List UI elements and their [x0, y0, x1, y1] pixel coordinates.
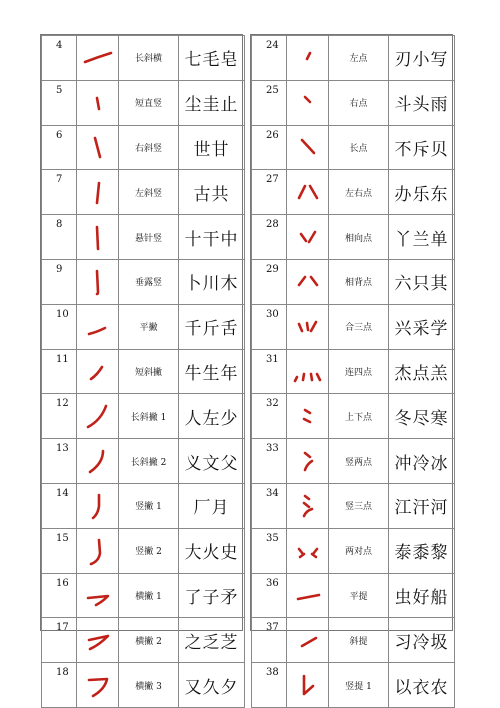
- paired-dots-icon: [291, 536, 325, 566]
- row-number: 6: [42, 125, 77, 170]
- row-number: 17: [42, 618, 77, 663]
- example-characters: 了子矛: [179, 573, 245, 618]
- example-characters: 杰点羔: [389, 349, 455, 394]
- example-characters: 义文父: [179, 439, 245, 484]
- row-number: 12: [42, 394, 77, 439]
- table-row: [42, 394, 245, 439]
- stroke-name: 横撇 2: [119, 618, 179, 663]
- stroke-name: 横撇 3: [119, 663, 179, 708]
- stroke-name: 垂露竖: [119, 259, 179, 304]
- row-number: 9: [42, 259, 77, 304]
- table-row: [42, 36, 245, 81]
- row-number: 33: [252, 439, 287, 484]
- long-slant-left-falling-stroke-2-icon: [81, 446, 115, 476]
- stroke-name: 连四点: [329, 349, 389, 394]
- dew-drop-vertical-stroke-icon: [81, 267, 115, 297]
- short-slant-left-falling-stroke-icon: [81, 356, 115, 386]
- stroke-glyph-cell: [77, 80, 119, 125]
- example-characters: 尘圭止: [179, 80, 245, 125]
- stroke-name: 悬针竖: [119, 215, 179, 260]
- example-characters: 丫兰单: [389, 215, 455, 260]
- example-characters: 七毛皂: [179, 36, 245, 81]
- stroke-name: 右点: [329, 80, 389, 125]
- row-number: 16: [42, 573, 77, 618]
- row-number: 4: [42, 36, 77, 81]
- example-characters: 斗头雨: [389, 80, 455, 125]
- stroke-glyph-cell: [77, 483, 119, 528]
- row-number: 31: [252, 349, 287, 394]
- stroke-glyph-cell: [287, 215, 329, 260]
- right-table: [250, 34, 453, 698]
- row-number: 14: [42, 483, 77, 528]
- stroke-name: 竖撇 1: [119, 483, 179, 528]
- table-row: [42, 663, 245, 708]
- row-number: 11: [42, 349, 77, 394]
- four-connected-dots-icon: [291, 356, 325, 386]
- stroke-glyph-cell: [77, 170, 119, 215]
- table-row: [252, 439, 455, 484]
- row-number: 8: [42, 215, 77, 260]
- row-number: 10: [42, 304, 77, 349]
- row-number: 15: [42, 528, 77, 573]
- stroke-glyph-cell: [77, 394, 119, 439]
- row-number: 13: [42, 439, 77, 484]
- row-number: 7: [42, 170, 77, 215]
- table-row: [252, 125, 455, 170]
- stroke-glyph-cell: [77, 349, 119, 394]
- stroke-name: 短直竖: [119, 80, 179, 125]
- stroke-name: 左右点: [329, 170, 389, 215]
- right-dot-stroke-icon: [291, 88, 325, 118]
- table-row: [42, 618, 245, 663]
- row-number: 28: [252, 215, 287, 260]
- stroke-glyph-cell: [77, 528, 119, 573]
- stroke-name: 左点: [329, 36, 389, 81]
- example-characters: 以衣农: [389, 663, 455, 708]
- stroke-name: 平撇: [119, 304, 179, 349]
- table-row: [42, 170, 245, 215]
- example-characters: 又久夕: [179, 663, 245, 708]
- left-slant-vertical-stroke-icon: [81, 177, 115, 207]
- stroke-glyph-cell: [287, 170, 329, 215]
- stroke-name: 长斜撇 2: [119, 439, 179, 484]
- long-slant-left-falling-stroke-1-icon: [81, 401, 115, 431]
- stroke-glyph-cell: [287, 259, 329, 304]
- table-row: [252, 170, 455, 215]
- right-stroke-table: [251, 35, 455, 708]
- example-characters: 卜川木: [179, 259, 245, 304]
- table-row: [252, 36, 455, 81]
- example-characters: 六只其: [389, 259, 455, 304]
- stroke-glyph-cell: [287, 528, 329, 573]
- stroke-glyph-cell: [287, 36, 329, 81]
- stroke-glyph-cell: [287, 394, 329, 439]
- stroke-glyph-cell: [287, 618, 329, 663]
- stroke-name: 竖三点: [329, 483, 389, 528]
- stroke-name: 相背点: [329, 259, 389, 304]
- table-row: [252, 304, 455, 349]
- stroke-name: 竖两点: [329, 439, 389, 484]
- stroke-glyph-cell: [77, 618, 119, 663]
- row-number: 37: [252, 618, 287, 663]
- table-row: [42, 259, 245, 304]
- example-characters: 人左少: [179, 394, 245, 439]
- table-row: [252, 259, 455, 304]
- left-right-dots-icon: [291, 177, 325, 207]
- stroke-name: 竖撇 2: [119, 528, 179, 573]
- example-characters: 兴采学: [389, 304, 455, 349]
- stroke-name: 上下点: [329, 394, 389, 439]
- three-vertical-dots-icon: [291, 491, 325, 521]
- example-characters: 刃小写: [389, 36, 455, 81]
- stroke-glyph-cell: [287, 349, 329, 394]
- left-table: [40, 34, 243, 698]
- table-row: [252, 618, 455, 663]
- stroke-glyph-cell: [77, 259, 119, 304]
- stroke-reference-sheet: [40, 34, 453, 698]
- row-number: 5: [42, 80, 77, 125]
- stroke-glyph-cell: [77, 36, 119, 81]
- stroke-glyph-cell: [77, 573, 119, 618]
- left-stroke-table: [41, 35, 245, 708]
- table-row: [252, 394, 455, 439]
- table-row: [252, 80, 455, 125]
- horizontal-left-falling-stroke-3-icon: [81, 670, 115, 700]
- stroke-name: 竖提 1: [329, 663, 389, 708]
- example-characters: 办乐东: [389, 170, 455, 215]
- table-row: [42, 349, 245, 394]
- table-row: [42, 483, 245, 528]
- stroke-glyph-cell: [287, 304, 329, 349]
- long-slant-horizontal-stroke-icon: [81, 43, 115, 73]
- row-number: 35: [252, 528, 287, 573]
- stroke-name: 右斜竖: [119, 125, 179, 170]
- table-row: [42, 439, 245, 484]
- table-row: [42, 125, 245, 170]
- upper-lower-dots-icon: [291, 401, 325, 431]
- stroke-name: 两对点: [329, 528, 389, 573]
- table-row: [252, 528, 455, 573]
- example-characters: 千斤舌: [179, 304, 245, 349]
- hanging-needle-vertical-stroke-icon: [81, 222, 115, 252]
- stroke-glyph-cell: [287, 573, 329, 618]
- stroke-name: 横撇 1: [119, 573, 179, 618]
- stroke-glyph-cell: [287, 483, 329, 528]
- example-characters: 冬尽寒: [389, 394, 455, 439]
- three-joined-dots-icon: [291, 312, 325, 342]
- vertical-rising-stroke-1-icon: [291, 670, 325, 700]
- example-characters: 世甘: [179, 125, 245, 170]
- row-number: 27: [252, 170, 287, 215]
- row-number: 29: [252, 259, 287, 304]
- row-number: 24: [252, 36, 287, 81]
- right-slant-vertical-stroke-icon: [81, 132, 115, 162]
- facing-dots-icon: [291, 222, 325, 252]
- stroke-glyph-cell: [287, 125, 329, 170]
- vertical-left-falling-stroke-1-icon: [81, 491, 115, 521]
- example-characters: 不斥贝: [389, 125, 455, 170]
- stroke-name: 斜提: [329, 618, 389, 663]
- stroke-glyph-cell: [77, 215, 119, 260]
- example-characters: 江汗河: [389, 483, 455, 528]
- row-number: 32: [252, 394, 287, 439]
- slant-rising-stroke-icon: [291, 625, 325, 655]
- example-characters: 厂月: [179, 483, 245, 528]
- example-characters: 习冷圾: [389, 618, 455, 663]
- stroke-glyph-cell: [287, 439, 329, 484]
- stroke-glyph-cell: [287, 663, 329, 708]
- stroke-name: 长斜撇 1: [119, 394, 179, 439]
- example-characters: 大火史: [179, 528, 245, 573]
- table-row: [42, 528, 245, 573]
- table-row: [252, 573, 455, 618]
- stroke-name: 合三点: [329, 304, 389, 349]
- stroke-glyph-cell: [77, 439, 119, 484]
- table-row: [252, 215, 455, 260]
- example-characters: 泰黍黎: [389, 528, 455, 573]
- table-row: [42, 215, 245, 260]
- short-vertical-stroke-icon: [81, 88, 115, 118]
- example-characters: 之乏芝: [179, 618, 245, 663]
- row-number: 25: [252, 80, 287, 125]
- example-characters: 冲冷冰: [389, 439, 455, 484]
- back-to-back-dots-icon: [291, 267, 325, 297]
- row-number: 26: [252, 125, 287, 170]
- table-row: [42, 304, 245, 349]
- table-row: [252, 349, 455, 394]
- horizontal-left-falling-stroke-1-icon: [81, 580, 115, 610]
- two-vertical-dots-icon: [291, 446, 325, 476]
- table-row: [252, 663, 455, 708]
- table-row: [252, 483, 455, 528]
- example-characters: 十干中: [179, 215, 245, 260]
- table-row: [42, 80, 245, 125]
- stroke-name: 长斜横: [119, 36, 179, 81]
- flat-rising-stroke-icon: [291, 580, 325, 610]
- vertical-left-falling-stroke-2-icon: [81, 536, 115, 566]
- stroke-glyph-cell: [77, 304, 119, 349]
- long-dot-stroke-icon: [291, 132, 325, 162]
- flat-left-falling-stroke-icon: [81, 312, 115, 342]
- horizontal-left-falling-stroke-2-icon: [81, 625, 115, 655]
- stroke-name: 平提: [329, 573, 389, 618]
- stroke-name: 左斜竖: [119, 170, 179, 215]
- row-number: 36: [252, 573, 287, 618]
- stroke-glyph-cell: [77, 663, 119, 708]
- example-characters: 牛生年: [179, 349, 245, 394]
- row-number: 34: [252, 483, 287, 528]
- left-dot-stroke-icon: [291, 43, 325, 73]
- example-characters: 古共: [179, 170, 245, 215]
- stroke-glyph-cell: [77, 125, 119, 170]
- row-number: 30: [252, 304, 287, 349]
- row-number: 38: [252, 663, 287, 708]
- table-row: [42, 573, 245, 618]
- row-number: 18: [42, 663, 77, 708]
- example-characters: 虫好船: [389, 573, 455, 618]
- stroke-name: 短斜撇: [119, 349, 179, 394]
- stroke-name: 长点: [329, 125, 389, 170]
- stroke-glyph-cell: [287, 80, 329, 125]
- stroke-name: 相向点: [329, 215, 389, 260]
